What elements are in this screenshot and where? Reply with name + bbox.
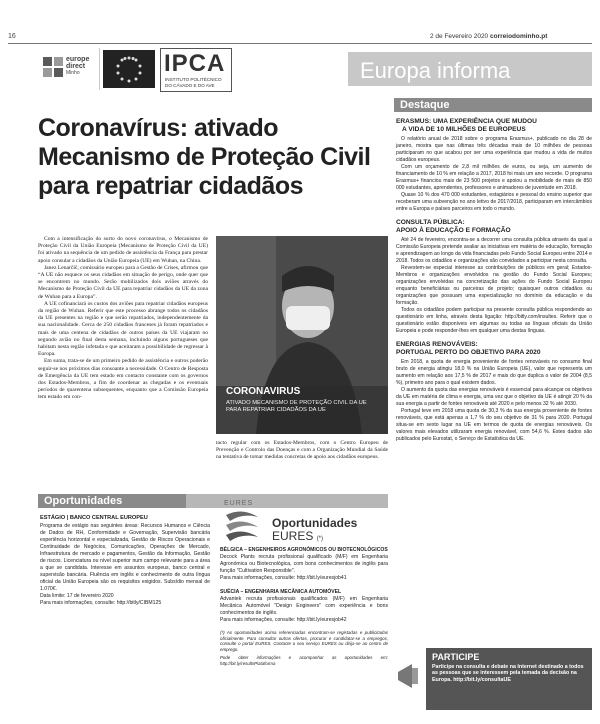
eures-title-block (272, 516, 357, 545)
ipca-logo (160, 48, 232, 92)
destaque-consulta-heading-1: CONSULTA PÚBLICA: (396, 219, 465, 226)
eures-logo-text: EURES (224, 500, 254, 507)
participe-text[interactable]: Participe na consulta e debate na Internet destinado a todos as pessoas que se interessem pela temada da decisão na Europa. http://bit.ly/consultaUE (432, 664, 584, 683)
article-photo (216, 236, 388, 434)
oportunidades-header (38, 494, 186, 508)
europe-direct-logo (40, 48, 100, 90)
article-paragraph: Em suma, trata-se de um primeiro pedido de assistência e outros poderão seguir-se nos próximos dias consoante a necessidade. O Centro de Resposta de Emergência da UE tem estado em contacto constante com os governos dos Estados-Membros, a fim de coordenar as chegadas e os eventuais períodos de quarentena subsequentes, enquanto que a Comissão Europeia tem estado em con- (38, 358, 208, 401)
header-site: correiodominho.pt (490, 33, 548, 40)
estagio-heading: ESTÁGIO | BANCO CENTRAL EUROPEU (40, 515, 148, 521)
eures-jobs (220, 546, 388, 667)
destaque-title: Destaque (400, 99, 450, 111)
destaque-paragraph: O aumento da quota das energias renováveis é essencial para alcançar os objetivos da UE em matéria de clima e energia, uma vez que o objetivo da UE é atingir 20 % da sua energia a partir de fontes renováveis até 2020 e pelo menos 32 % até 2030. (396, 387, 592, 407)
eures-logo (220, 500, 264, 544)
destaque-paragraph: Revestem-se especial interesse as contribuições de públicos em geral; Estados-Membros e organizações envolvidos na gestão do Fundo Social Europeu; organizações envolvidas na concretização das ações do Fundo Social Europeu enquanto beneficiárias ou parceiras de projeto; quaisquer outros cidadãos ou organizações que possuam uma especialização no domínio da educação e da formação. (396, 265, 592, 306)
article-title (38, 114, 370, 201)
eu-stars-icon (103, 50, 155, 88)
eures-footnote: (*) As oportunidades acima referenciadas encontram-se registadas e publicitadas oficialmente. Para consultar outras ofertas, procurar e candidatar-se a empregos, consulte o portal EURES. Contacte o seu serviço EURES ou dirija-se ao centro de emprego. (220, 630, 388, 652)
destaque-erasmus-heading (396, 118, 592, 134)
destaque-erasmus-heading-2: A VIDA DE 10 MILHÕES DE EUROPEUS (402, 126, 526, 133)
oportunidades-title: Oportunidades (44, 495, 123, 507)
destaque-energias-heading-1: ENERGIAS RENOVÁVEIS: (396, 341, 478, 348)
eures-title: Oportunidades (272, 516, 358, 530)
participe-title: PARTICIPE (432, 652, 480, 662)
job-text-suecia: Advantek recruta profissionais qualificados (M/F) em Engenharia Mecânica Automóvel "Design Engineers" com experiência e bons conhecimentos de inglês. (220, 596, 388, 616)
europe-direct-text-1: europe (66, 56, 90, 63)
estagio-date: Data limite: 17 de fevereiro 2020 (40, 593, 114, 599)
europe-direct-mark-icon (42, 56, 64, 82)
ipca-subtitle-2: DO CÁVADO E DO AVE (165, 83, 215, 88)
eures-swirl-icon (222, 509, 262, 543)
article-paragraph: A UE cofinanciará os custos dos aviões para repatriar cidadãos europeus da região de Wuhan. Referir que este processo abrange todos os cidadãos da UE presentes na região e que serão repatriados, independentemente da sua nacionalidade. Cerca de 250 cidadãos franceses já foram repatriados e mais de uma centena de cidadãos de outros países da UE viajaram no segundo avião no final desta semana, incluindo alguns portugueses que habitam nesta região infetada e que aceitaram a possibilidade de regressar à Europa. (38, 300, 208, 358)
destaque-erasmus-heading-1: ERASMUS: UMA EXPERIÊNCIA QUE MUDOU (396, 118, 537, 125)
ipca-subtitle-1: INSTITUTO POLITÉCNICO (165, 77, 222, 82)
participe-box (426, 648, 592, 710)
header-date-line (430, 33, 547, 40)
page-number: 16 (8, 33, 16, 40)
article-column-1 (38, 236, 208, 402)
destaque-paragraph: Todos os cidadãos podem participar na presente consulta pública respondendo ao questionário em linha, através desta ligação: http://bitly.com/insultes. Referir que o questionário estão disponíveis em algumas ou todas as línguas oficiais da União Europeia e pode responder-lhes em qualquer uma destas línguas. (396, 307, 592, 334)
participe-icon-area (394, 648, 426, 710)
article-column-2 (216, 440, 388, 462)
destaque-energias-heading (396, 341, 592, 357)
destaque-paragraph: O relatório anual de 2018 sobre o programa Erasmus+, publicado no dia 28 de janeiro, mostra que nas últimas três décadas mais de 10 milhões de pessoas participaram no que acabou por ser uma experiência que mudou a vida de muitos cidadãos europeus. (396, 136, 592, 163)
eures-footnote-2: Pode obter informações e acompanhar as oportunidades em: http://bit.ly/resultsPlataforma (220, 655, 388, 666)
article-paragraph: tacto regular com os Estados-Membros, com o Centro Europeu de Prevenção e Controlo das Doenças e com a Organização Mundial da Saúde na tentativa de tomar medidas concretas de apoio aos cidadãos europeus. (216, 440, 388, 461)
article-title-line-1: Coronavírus: ativado (38, 114, 279, 142)
header-date: 2 de Fevereiro 2020 (430, 33, 489, 40)
photo-caption-title: CORONAVIRUS (226, 386, 301, 397)
job-link-belgica[interactable]: Para mais informações, consulte: http://bit.ly/euresjob41 (220, 575, 347, 581)
article-title-line-2: Mecanismo de Proteção Civil (38, 143, 371, 171)
eu-flag (103, 50, 155, 88)
photo-caption-text: ATIVADO MECANISMO DE PROTEÇÃO CIVIL DA UE PARA REPATRIAR CIDADÃOS DA UE (226, 400, 367, 413)
estagio-text: Programa de estágio nas seguintes áreas: Recursos Humanos e Ciência de Dados de RH, Conformidade e Governação, Supervisão bancária experiência horizontal e especializada, Gestão de Riscos Operacionais e Continuidade de Negócios, Comunicações, Operações de Mercado, Infraestrutura de mercado e pagamentos, Gestão da Informação, Gestão de riscos. Licenciatura ou nível superior num campo relevante para a área a que se candidata. Interesse em assuntos europeus, banco central e supervisão bancária. Fluência em inglês e conhecimento de outra língua oficial da União Europeia são os requisitos exigidos. Subsídio mensal de 1.070€. (40, 523, 210, 592)
destaque-column (396, 118, 592, 443)
job-text-belgica: Decock Plants recruta profissional qualificado (M/F) em Engenharia Agronómica ou Biotecnológica, com bons conhecimentos de inglês para função "Cultivation Responsible". (220, 554, 388, 574)
job-heading-belgica: BÉLGICA – ENGENHEIROS AGRONÓMICOS OU BIOTECNOLÓGICOS (220, 547, 388, 553)
destaque-paragraph: Até 24 de fevereiro, encontra-se a decorrer uma consulta pública através da qual a Comissão Europeia pretende avaliar as iniciativas em matéria de educação, formação e aprendizagem ao longo da vida financiadas pelo Fundo Social Europeu entre 2014 e 2018. Todos os cidadãos e organizações são convidados a participar nesta consulta. (396, 237, 592, 264)
article-title-line-3: para repatriar cidadãos (38, 172, 304, 200)
section-title: Europa informa (360, 58, 511, 83)
job-heading-suecia: SUÉCIA – ENGENHARIA MECÂNICA AUTOMÓVEL (220, 589, 342, 595)
header-rule (8, 43, 592, 44)
oportunidades-left (40, 514, 210, 607)
megaphone-icon (394, 648, 426, 710)
destaque-energias-heading-2: PORTUGAL PERTO DO OBJETIVO PARA 2020 (396, 349, 541, 356)
eures-subtitle: EURES (272, 529, 314, 543)
job-link-suecia[interactable]: Para mais informações, consulte: http://bit.ly/euresjob42 (220, 617, 347, 623)
destaque-consulta-heading-2: APOIO À EDUCAÇÃO E FORMAÇÃO (396, 227, 511, 234)
article-paragraph: Com a intensificação do surto do novo coronavírus, o Mecanismo de Proteção Civil da União Europeia (Mecanismo de Proteção Civil da UE) foi ativado na sequência de um pedido de assistência da França para prestar apoio consular a cidadãos da União Europeia (UE) em Wuhan, na China. (38, 236, 208, 264)
estagio-link[interactable]: Para mais informações, consulte: http://bitly/CIBM125 (40, 600, 162, 606)
destaque-paragraph: Em 2018, a quota de energia proveniente de fontes renováveis no consumo final bruto de energia atingiu 18,0 % na União Europeia (UE), valor que representa um aumento em relação aos 17,5 % de 2017 e mais do que duplica o valor de 2004 (8,5 %), primeiro ano para o qual existem dados. (396, 359, 592, 386)
destaque-paragraph: Quase 10 % dos 470 000 estudantes, estagiários e pessoal do ensino superior que receberam uma subvenção no ano letivo de 2017/2018, participaram em intercâmbios entre a Europa e países parceiros em todo o mundo. (396, 192, 592, 212)
destaque-paragraph: Com um orçamento de 2,8 mil milhões de euros, ou seja, um aumento de financiamento de 10 % em relação a 2017, 2018 foi mais um ano recorde. O programa Erasmus+ financiou mais de 23 500 projetos e apoiou a mobilidade de mais de 850 000 estudantes, aprendentes, professores e animadores de juventude em 2018. (396, 164, 592, 191)
europe-direct-text-2: direct (66, 63, 86, 70)
destaque-consulta-heading (396, 219, 592, 235)
article-paragraph: Janez Lenarčič, comissário europeu para a Gestão de Crises, afirmou que “A UE não esquece os seus cidadãos em situação de perigo, onde quer que se encontrem no mundo. Serão mobilizados dois aviões através do Mecanismo de Proteção Civil da UE para repatriar cidadãos da UE da zona de Wuhan para a Europa”. (38, 264, 208, 300)
destaque-header (394, 98, 592, 112)
destaque-paragraph: Portugal teve em 2018 uma quota de 30,3 % da sua energia proveniente de fontes renováveis, que está apenas a 1,7 % do seu objetivo de 31 % para 2020. Portugal situa-se em sexto lugar na UE em termos de quota de energias renováveis. Os valores mais elevados utilizaram energia renovável, com 54,6 %. Estes dados são publicados pelo Eurostat, o Serviço de Estatística da UE. (396, 408, 592, 442)
section-banner (348, 52, 592, 86)
ipca-name: IPCA (164, 50, 226, 77)
eures-note: (*) (316, 536, 324, 542)
oportunidades-bar (186, 494, 388, 508)
europe-direct-text-3: Minho (66, 70, 80, 76)
